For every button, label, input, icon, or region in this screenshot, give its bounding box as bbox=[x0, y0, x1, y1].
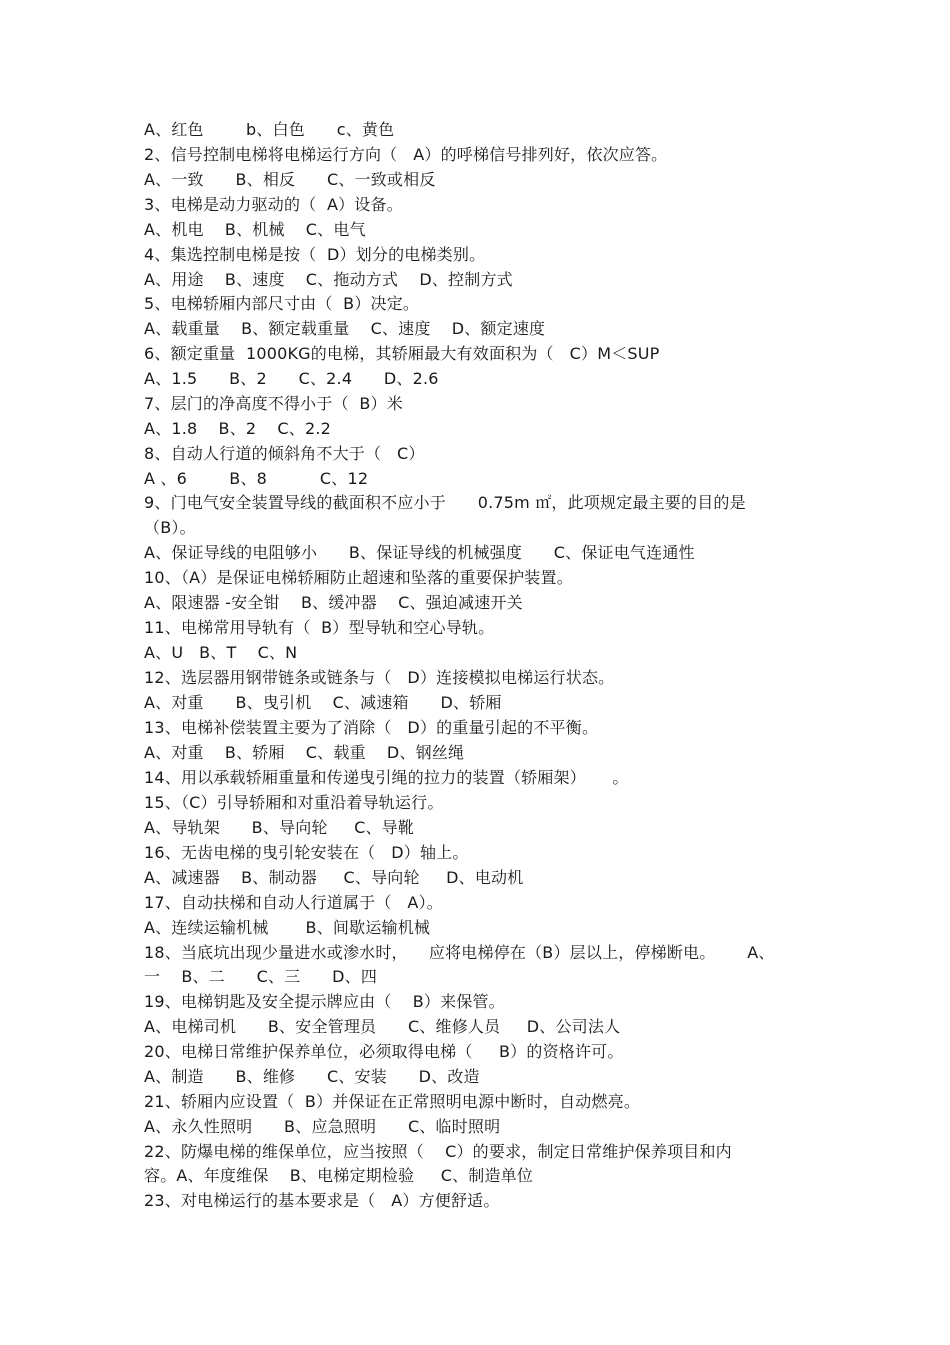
text-line: 16、无齿电梯的曳引轮安装在（ D）轴上。 bbox=[144, 843, 469, 862]
text-line: 8、自动人行道的倾斜角不大于（ C） bbox=[144, 444, 425, 463]
text-line: 18、当底坑出现少量进水或渗水时， 应将电梯停在（B）层以上，停梯断电。 A、 bbox=[144, 943, 775, 962]
text-line: A、1.5 B、2 C、2.4 D、2.6 bbox=[144, 369, 439, 388]
text-line: 14、用以承载轿厢重量和传递曳引绳的拉力的装置（轿厢架） 。 bbox=[144, 768, 629, 787]
text-line: A、用途 B、速度 C、拖动方式 D、控制方式 bbox=[144, 270, 513, 289]
text-line: A、1.8 B、2 C、2.2 bbox=[144, 419, 332, 438]
text-line: 一 B、二 C、三 D、四 bbox=[144, 967, 378, 986]
text-line: A 、6 B、8 C、12 bbox=[144, 469, 369, 488]
text-line: A、对重 B、轿厢 C、载重 D、钢丝绳 bbox=[144, 743, 465, 762]
text-line: A、保证导线的电阻够小 B、保证导线的机械强度 C、保证电气连通性 bbox=[144, 543, 695, 562]
text-line: 6、额定重量 1000KG的电梯，其轿厢最大有效面积为（ C）M＜SUP bbox=[144, 344, 660, 363]
text-line: 11、电梯常用导轨有（ B）型导轨和空心导轨。 bbox=[144, 618, 495, 637]
text-line: 12、选层器用钢带链条或链条与（ D）连接模拟电梯运行状态。 bbox=[144, 668, 615, 687]
text-line: 3、电梯是动力驱动的（ A）设备。 bbox=[144, 195, 403, 214]
text-line: A、限速器 -安全钳 B、缓冲器 C、强迫减速开关 bbox=[144, 593, 523, 612]
text-line: 4、集选控制电梯是按（ D）划分的电梯类别。 bbox=[144, 245, 486, 264]
text-line: A、导轨架 B、导向轮 C、导靴 bbox=[144, 818, 415, 837]
text-line: 15、（C）引导轿厢和对重沿着导轨运行。 bbox=[144, 793, 444, 812]
text-line: A、制造 B、维修 C、安装 D、改造 bbox=[144, 1067, 480, 1086]
text-line: 21、轿厢内应设置（ B）并保证在正常照明电源中断时，自动燃亮。 bbox=[144, 1092, 641, 1111]
text-line: 17、自动扶梯和自动人行道属于（ A）。 bbox=[144, 893, 443, 912]
text-line: A、一致 B、相反 C、一致或相反 bbox=[144, 170, 436, 189]
text-line: 2、信号控制电梯将电梯运行方向（ A）的呼梯信号排列好，依次应答。 bbox=[144, 145, 668, 164]
text-line: 9、门电气安全装置导线的截面积不应小于 0.75m ㎡，此项规定最主要的目的是 bbox=[144, 493, 746, 512]
text-line: A、永久性照明 B、应急照明 C、临时照明 bbox=[144, 1117, 501, 1136]
text-line: 10、（A）是保证电梯轿厢防止超速和坠落的重要保护装置。 bbox=[144, 568, 573, 587]
text-line: A、电梯司机 B、安全管理员 C、维修人员 D、公司法人 bbox=[144, 1017, 621, 1036]
text-line: A、载重量 B、额定载重量 C、速度 D、额定速度 bbox=[144, 319, 546, 338]
text-line: 22、防爆电梯的维保单位，应当按照（ C）的要求，制定日常维护保养项目和内 bbox=[144, 1142, 732, 1161]
text-line: 19、电梯钥匙及安全提示牌应由（ B）来保管。 bbox=[144, 992, 505, 1011]
text-line: 20、电梯日常维护保养单位，必须取得电梯（ B）的资格许可。 bbox=[144, 1042, 624, 1061]
text-line: A、对重 B、曳引机 C、减速箱 D、轿厢 bbox=[144, 693, 502, 712]
text-line: （B）。 bbox=[144, 518, 196, 537]
text-line: 容。A、年度维保 B、电梯定期检验 C、制造单位 bbox=[144, 1166, 534, 1185]
text-line: A、红色 b、白色 c、黄色 bbox=[144, 120, 395, 139]
text-line: A、减速器 B、制动器 C、导向轮 D、电动机 bbox=[144, 868, 524, 887]
text-line: 7、层门的净高度不得小于（ B）米 bbox=[144, 394, 403, 413]
text-line: A、U B、T C、N bbox=[144, 643, 298, 662]
text-line: 13、电梯补偿装置主要为了消除（ D）的重量引起的不平衡。 bbox=[144, 718, 599, 737]
text-line: A、连续运输机械 B、间歇运输机械 bbox=[144, 918, 431, 937]
text-line: 23、对电梯运行的基本要求是（ A）方便舒适。 bbox=[144, 1191, 500, 1210]
text-line: A、机电 B、机械 C、电气 bbox=[144, 220, 366, 239]
text-line: 5、电梯轿厢内部尺寸由（ B）决定。 bbox=[144, 294, 420, 313]
